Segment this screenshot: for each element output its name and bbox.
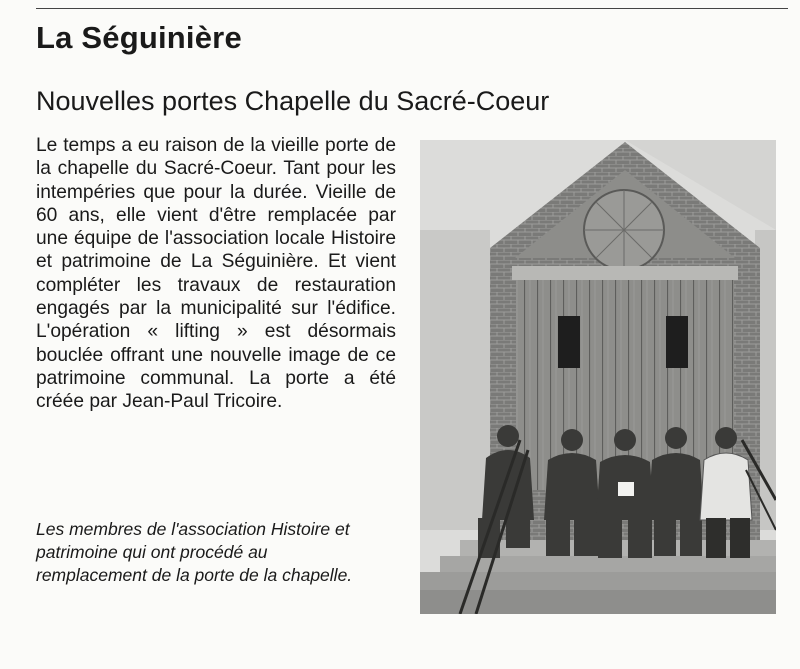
article-headline: Nouvelles portes Chapelle du Sacré-Coeur	[36, 86, 550, 116]
top-rule	[36, 8, 788, 9]
chapel-photo	[420, 140, 776, 614]
article-body: Le temps a eu raison de la vieille porte de la chapelle du Sacré-Coeur. Tant pour les intempéries que pour la durée. Vieille de 60 ans, elle vient d'être remplacée par une équipe de l'association locale Histoire et patrimoine de La Séguinière. Et vient compléter les travaux de restauration engagés par la municipalité sur l'édifice. L'opération « lifting » est désormais bouclée offrant une nouvelle image de ce patrimoine communal. La porte a été créée par Jean-Paul Tricoire.	[36, 135, 396, 413]
section-title: La Séguinière	[36, 20, 242, 55]
photo-caption: Les membres de l'association Histoire et patrimoine qui ont procédé au remplacement de la porte de la chapelle.	[36, 519, 353, 585]
